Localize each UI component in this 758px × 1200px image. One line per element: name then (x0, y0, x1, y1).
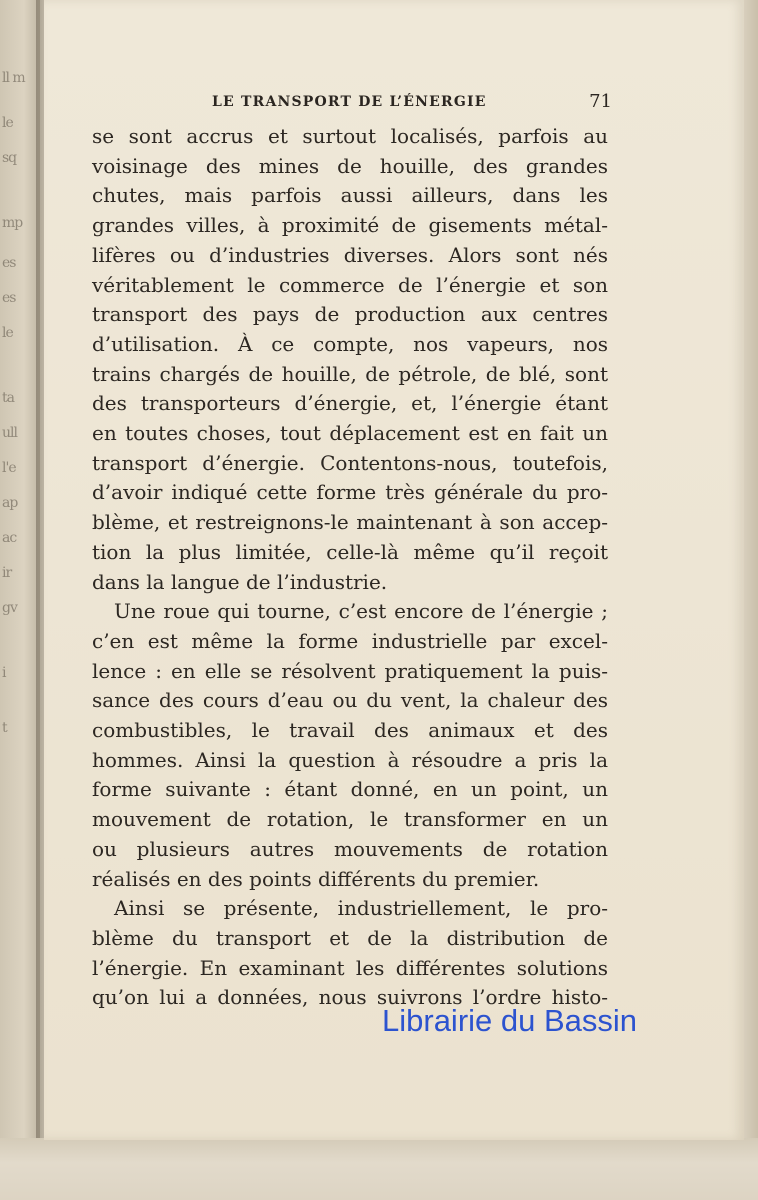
page-stack-edge (744, 0, 758, 1200)
page-number: 71 (589, 91, 612, 112)
text-line: blème du transport et de la distribution de (92, 925, 608, 950)
facing-page-text: le (2, 325, 13, 341)
facing-page-text: gv (2, 600, 17, 616)
page-bottom-edge (0, 1138, 758, 1200)
text-line: hommes. Ainsi la question à résoudre a pris la (92, 747, 608, 772)
text-line: transport d’énergie. Contentons-nous, toutefois, (92, 450, 608, 475)
facing-page-text: es (2, 255, 16, 271)
text-line: Une roue qui tourne, c’est encore de l’énergie ; (114, 599, 608, 624)
paragraph-3 (92, 894, 608, 1013)
text-line: mouvement de rotation, le transformer en un (92, 807, 608, 832)
facing-page-edge (0, 0, 40, 1200)
facing-page-text: ac (2, 530, 17, 546)
facing-page-text: le (2, 115, 13, 131)
text-line: chutes, mais parfois aussi ailleurs, dans les (92, 183, 608, 208)
facing-page-text: ap (2, 495, 18, 511)
text-line: d’avoir indiqué cette forme très générale du pro- (92, 480, 608, 505)
text-line: ou plusieurs autres mouvements de rotation (92, 836, 608, 861)
text-line: trains chargés de houille, de pétrole, de blé, sont (92, 361, 608, 386)
text-line: qu’on lui a données, nous suivrons l’ordre histo- (92, 985, 608, 1010)
text-line: d’utilisation. À ce compte, nos vapeurs, nos (92, 331, 608, 356)
facing-page-text: l'e (2, 460, 16, 476)
facing-page-text: es (2, 290, 16, 306)
text-line: combustibles, le travail des animaux et des (92, 718, 608, 743)
facing-page-text: t (2, 720, 7, 736)
paragraph-1 (92, 122, 608, 597)
text-line: c’en est même la forme industrielle par excel- (92, 628, 608, 653)
watermark-text: Librairie du Bassin (382, 1003, 638, 1038)
page-header (212, 90, 612, 118)
text-line: forme suivante : étant donné, en un point, un (92, 777, 608, 802)
text-line: véritablement le commerce de l’énergie et son (92, 272, 608, 297)
text-line: Ainsi se présente, industriellement, le pro- (114, 896, 608, 921)
text-line: grandes villes, à proximité de gisements métal- (92, 213, 608, 238)
facing-page-text: sq (2, 150, 17, 166)
text-line: lifères ou d’industries diverses. Alors sont nés (92, 242, 608, 267)
text-line: blème, et restreignons-le maintenant à son accep- (92, 510, 608, 535)
paragraph-2 (92, 597, 608, 894)
text-line: tion la plus limitée, celle-là même qu’il reçoit (92, 539, 608, 564)
running-title: LE TRANSPORT DE L’ÉNERGIE (212, 94, 487, 110)
facing-page-text: ir (2, 565, 12, 581)
text-line: des transporteurs d’énergie, et, l’énergie étant (92, 391, 608, 416)
text-line: réalisés en des points différents du premier. (92, 866, 540, 891)
text-line: sance des cours d’eau ou du vent, la chaleur des (92, 688, 608, 713)
facing-page-text: ull (2, 425, 17, 441)
text-line: transport des pays de production aux centres (92, 302, 608, 327)
facing-page-text: ta (2, 390, 14, 406)
text-line: en toutes choses, tout déplacement est en fait un (92, 421, 608, 446)
facing-page-text: mp (2, 215, 23, 231)
text-line: voisinage des mines de houille, des grandes (92, 153, 608, 178)
text-line: lence : en elle se résolvent pratiquement la puis- (92, 658, 608, 683)
text-line: se sont accrus et surtout localisés, parfois au (92, 124, 608, 148)
text-line: l’énergie. En examinant les différentes solutions (92, 955, 608, 980)
facing-page-text: i (2, 665, 6, 681)
text-line: dans la langue de l’industrie. (92, 569, 388, 594)
facing-page-text: ll m (2, 70, 25, 86)
body-text (92, 122, 608, 1013)
